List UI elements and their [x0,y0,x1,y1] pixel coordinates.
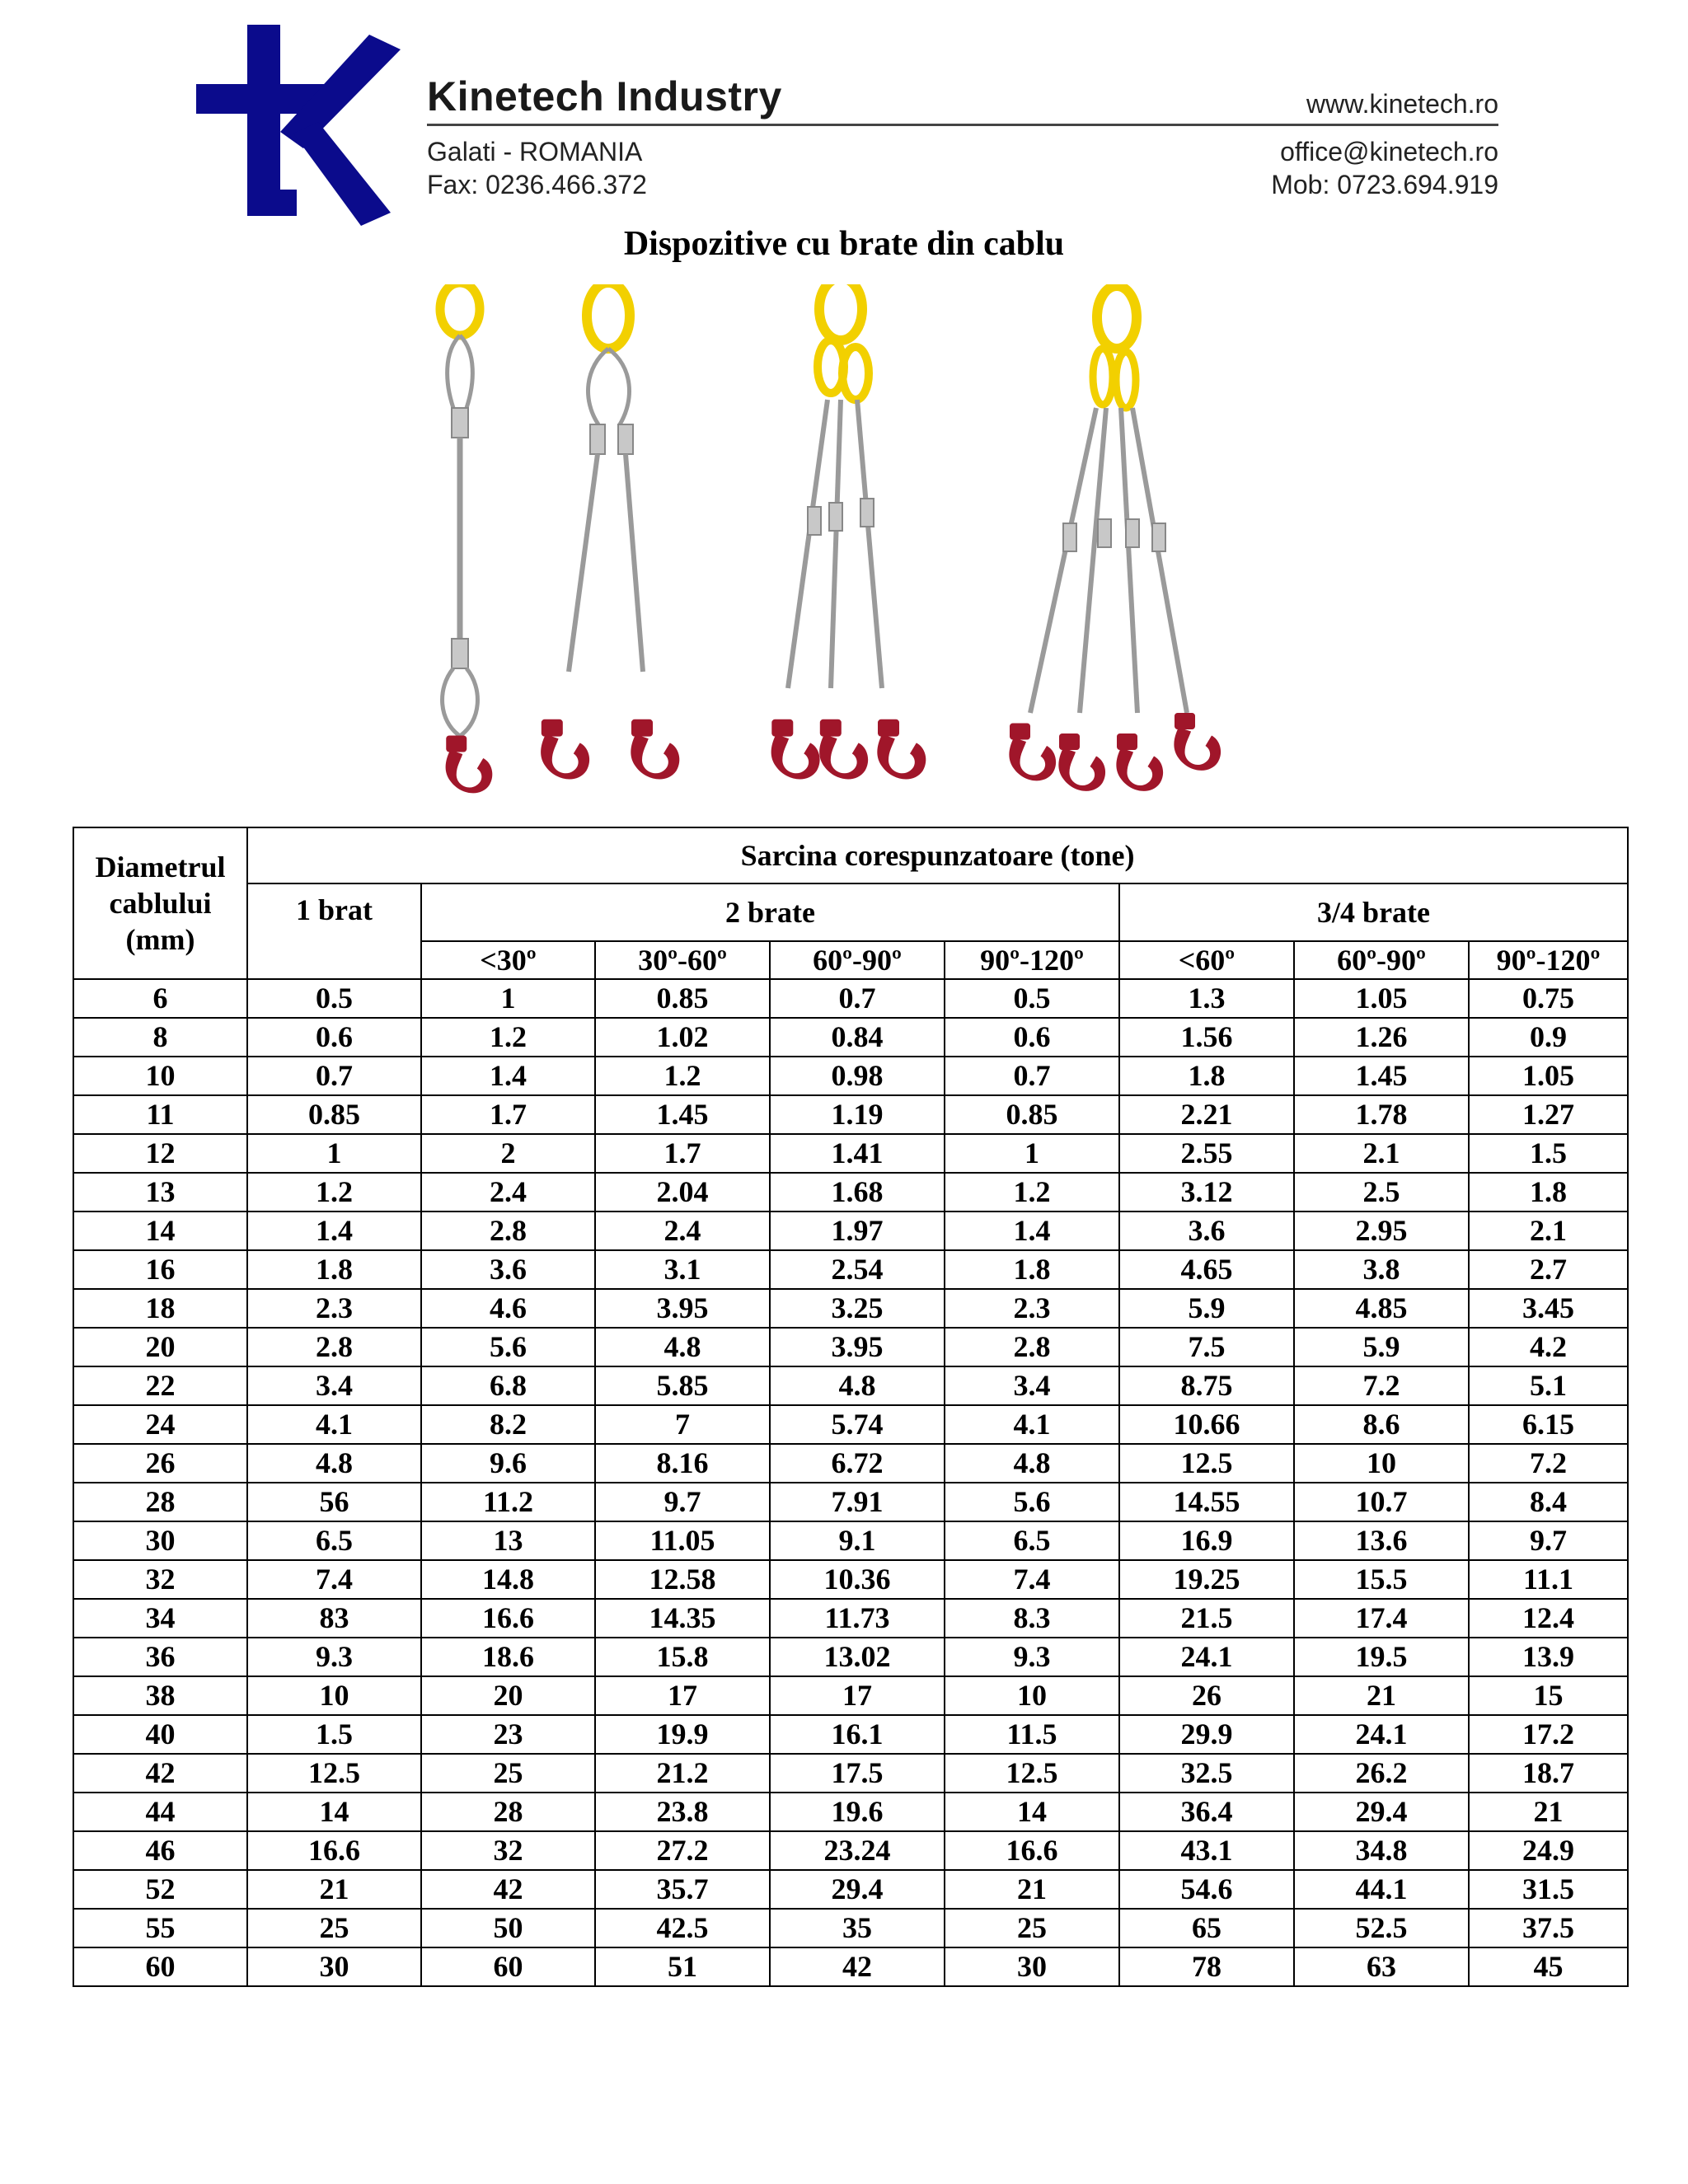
table-row [73,1289,1628,1328]
load-cell: 26.2 [1294,1754,1469,1793]
load-cell: 0.6 [247,1018,421,1057]
load-cell: 0.7 [247,1057,421,1095]
diameter-cell: 38 [73,1676,247,1715]
load-cell: 16.6 [945,1831,1119,1870]
load-cell: 51 [595,1947,770,1986]
load-cell: 1.8 [1119,1057,1294,1095]
load-cell: 9.7 [595,1483,770,1521]
load-cell: 50 [421,1909,595,1947]
load-cell: 1.8 [945,1250,1119,1289]
load-cell: 1.2 [247,1173,421,1212]
load-cell: 15.8 [595,1638,770,1676]
load-cell: 21 [1294,1676,1469,1715]
load-cell: 2.3 [945,1289,1119,1328]
load-cell: 1.41 [770,1134,945,1173]
header-angle: <30º [421,941,595,979]
letterhead [0,0,1688,247]
diameter-cell: 60 [73,1947,247,1986]
table-row [73,1057,1628,1095]
load-cell: 10.36 [770,1560,945,1599]
load-cell: 14 [945,1793,1119,1831]
load-cell: 16.1 [770,1715,945,1754]
load-cell: 17.4 [1294,1599,1469,1638]
load-cell: 21 [1469,1793,1628,1831]
sling-2-legs [541,284,679,779]
load-table [73,827,1629,1987]
load-cell: 24.9 [1469,1831,1628,1870]
load-cell: 15.5 [1294,1560,1469,1599]
load-cell: 2.8 [421,1212,595,1250]
load-cell: 35 [770,1909,945,1947]
load-cell: 17 [595,1676,770,1715]
load-cell: 9.1 [770,1521,945,1560]
diameter-cell: 18 [73,1289,247,1328]
load-cell: 45 [1469,1947,1628,1986]
load-cell: 4.8 [770,1366,945,1405]
load-cell: 65 [1119,1909,1294,1947]
load-cell: 21 [247,1870,421,1909]
company-mobile: Mob: 0723.694.919 [1271,170,1498,199]
load-cell: 4.1 [247,1405,421,1444]
load-cell: 18.6 [421,1638,595,1676]
header-angle: 60º-90º [1294,941,1469,979]
load-cell: 11.73 [770,1599,945,1638]
load-cell: 0.84 [770,1018,945,1057]
table-row [73,1173,1628,1212]
load-cell: 0.7 [770,979,945,1018]
load-cell: 3.4 [945,1366,1119,1405]
load-cell: 19.25 [1119,1560,1294,1599]
load-cell: 0.85 [247,1095,421,1134]
load-cell: 4.8 [595,1328,770,1366]
load-cell: 1.26 [1294,1018,1469,1057]
load-cell: 2.5 [1294,1173,1469,1212]
load-cell: 2.8 [247,1328,421,1366]
load-cell: 1.68 [770,1173,945,1212]
load-cell: 2.1 [1294,1134,1469,1173]
load-cell: 42 [770,1947,945,1986]
diameter-cell: 36 [73,1638,247,1676]
load-cell: 30 [247,1947,421,1986]
table-row [73,1444,1628,1483]
diameter-cell: 24 [73,1405,247,1444]
load-cell: 4.6 [421,1289,595,1328]
load-cell: 3.6 [1119,1212,1294,1250]
load-cell: 11.2 [421,1483,595,1521]
load-cell: 12.5 [247,1754,421,1793]
load-cell: 1.78 [1294,1095,1469,1134]
header-angle: 60º-90º [770,941,945,979]
diameter-cell: 26 [73,1444,247,1483]
load-cell: 3.1 [595,1250,770,1289]
load-cell: 9.6 [421,1444,595,1483]
diameter-cell: 12 [73,1134,247,1173]
load-cell: 7.91 [770,1483,945,1521]
load-cell: 19.5 [1294,1638,1469,1676]
sling-1-leg [440,284,492,793]
load-cell: 7 [595,1405,770,1444]
load-cell: 42.5 [595,1909,770,1947]
load-cell: 16.9 [1119,1521,1294,1560]
diameter-cell: 44 [73,1793,247,1831]
load-cell: 2.7 [1469,1250,1628,1289]
load-cell: 54.6 [1119,1870,1294,1909]
load-cell: 27.2 [595,1831,770,1870]
load-cell: 4.1 [945,1405,1119,1444]
table-row [73,1250,1628,1289]
table-row [73,1328,1628,1366]
load-cell: 16.6 [247,1831,421,1870]
load-cell: 1.2 [595,1057,770,1095]
company-name: Kinetech Industry [427,73,782,120]
load-cell: 8.4 [1469,1483,1628,1521]
load-cell: 13 [421,1521,595,1560]
load-cell: 32 [421,1831,595,1870]
load-cell: 1.05 [1294,979,1469,1018]
load-cell: 8.2 [421,1405,595,1444]
load-cell: 2.54 [770,1250,945,1289]
diameter-cell: 22 [73,1366,247,1405]
load-cell: 2.95 [1294,1212,1469,1250]
table-row [73,1134,1628,1173]
load-cell: 35.7 [595,1870,770,1909]
table-row [73,1638,1628,1676]
load-cell: 5.85 [595,1366,770,1405]
load-cell: 5.1 [1469,1366,1628,1405]
load-cell: 17 [770,1676,945,1715]
load-cell: 21 [945,1870,1119,1909]
load-cell: 25 [421,1754,595,1793]
sling-4-legs [1009,286,1221,791]
load-cell: 8.3 [945,1599,1119,1638]
load-cell: 42 [421,1870,595,1909]
diameter-cell: 10 [73,1057,247,1095]
diameter-cell: 6 [73,979,247,1018]
header-angle: 30º-60º [595,941,770,979]
table-row [73,1676,1628,1715]
load-cell: 0.75 [1469,979,1628,1018]
load-cell: 6.72 [770,1444,945,1483]
load-cell: 30 [945,1947,1119,1986]
load-cell: 5.9 [1294,1328,1469,1366]
load-cell: 11.5 [945,1715,1119,1754]
load-cell: 25 [247,1909,421,1947]
load-cell: 20 [421,1676,595,1715]
load-cell: 2.4 [421,1173,595,1212]
header-angle: 90º-120º [1469,941,1628,979]
load-cell: 8.16 [595,1444,770,1483]
load-cell: 3.6 [421,1250,595,1289]
load-cell: 18.7 [1469,1754,1628,1793]
table-row [73,1870,1628,1909]
diameter-cell: 28 [73,1483,247,1521]
diameter-cell: 55 [73,1909,247,1947]
load-cell: 17.5 [770,1754,945,1793]
load-cell: 21.2 [595,1754,770,1793]
load-cell: 83 [247,1599,421,1638]
load-cell: 16.6 [421,1599,595,1638]
load-cell: 2.3 [247,1289,421,1328]
load-cell: 2.8 [945,1328,1119,1366]
load-cell: 2.1 [1469,1212,1628,1250]
load-cell: 5.6 [945,1483,1119,1521]
load-cell: 0.9 [1469,1018,1628,1057]
load-cell: 1.19 [770,1095,945,1134]
load-cell: 13.6 [1294,1521,1469,1560]
table-row [73,1831,1628,1870]
load-cell: 15 [1469,1676,1628,1715]
load-cell: 56 [247,1483,421,1521]
table-row [73,1483,1628,1521]
load-cell: 8.6 [1294,1405,1469,1444]
diameter-cell: 14 [73,1212,247,1250]
load-cell: 13.02 [770,1638,945,1676]
load-cell: 5.6 [421,1328,595,1366]
load-cell: 4.2 [1469,1328,1628,1366]
load-cell: 23.8 [595,1793,770,1831]
load-cell: 26 [1119,1676,1294,1715]
load-cell: 4.65 [1119,1250,1294,1289]
load-cell: 1.02 [595,1018,770,1057]
load-cell: 1.4 [945,1212,1119,1250]
load-cell: 6.5 [945,1521,1119,1560]
load-cell: 0.5 [945,979,1119,1018]
load-cell: 0.85 [945,1095,1119,1134]
load-cell: 1.4 [421,1057,595,1095]
load-cell: 1.7 [421,1095,595,1134]
load-cell: 14.8 [421,1560,595,1599]
load-cell: 1.2 [421,1018,595,1057]
load-cell: 6.15 [1469,1405,1628,1444]
diameter-cell: 20 [73,1328,247,1366]
load-cell: 12.5 [945,1754,1119,1793]
table-row [73,979,1628,1018]
header-group-1: 1 brat [247,883,421,979]
load-cell: 29.9 [1119,1715,1294,1754]
load-cell: 29.4 [770,1870,945,1909]
load-cell: 78 [1119,1947,1294,1986]
table-row [73,1754,1628,1793]
table-row [73,1212,1628,1250]
load-cell: 3.12 [1119,1173,1294,1212]
header-angle: 90º-120º [945,941,1119,979]
diameter-cell: 52 [73,1870,247,1909]
load-cell: 2.4 [595,1212,770,1250]
load-cell: 0.6 [945,1018,1119,1057]
header-group-34: 3/4 brate [1119,883,1628,941]
load-cell: 6.5 [247,1521,421,1560]
kt-logo-icon [196,25,402,231]
sling-3-legs [771,284,926,779]
diameter-cell: 13 [73,1173,247,1212]
load-cell: 1.56 [1119,1018,1294,1057]
load-cell: 60 [421,1947,595,1986]
load-cell: 12.5 [1119,1444,1294,1483]
header-diameter: Diametrul cablului (mm) [73,827,247,979]
load-cell: 1.8 [247,1250,421,1289]
load-cell: 12.4 [1469,1599,1628,1638]
diameter-cell: 40 [73,1715,247,1754]
load-cell: 1.5 [1469,1134,1628,1173]
load-cell: 31.5 [1469,1870,1628,1909]
load-cell: 10 [1294,1444,1469,1483]
load-cell: 11.05 [595,1521,770,1560]
load-cell: 1.3 [1119,979,1294,1018]
load-cell: 10 [247,1676,421,1715]
load-cell: 10 [945,1676,1119,1715]
load-cell: 5.74 [770,1405,945,1444]
load-cell: 1 [247,1134,421,1173]
load-cell: 5.9 [1119,1289,1294,1328]
load-cell: 1.8 [1469,1173,1628,1212]
load-cell: 23.24 [770,1831,945,1870]
load-cell: 2.21 [1119,1095,1294,1134]
load-cell: 11.1 [1469,1560,1628,1599]
company-fax: Fax: 0236.466.372 [427,170,647,199]
table-row [73,1599,1628,1638]
load-cell: 3.95 [770,1328,945,1366]
load-cell: 1.05 [1469,1057,1628,1095]
table-row [73,1715,1628,1754]
load-cell: 0.5 [247,979,421,1018]
company-email: office@kinetech.ro [1280,137,1498,166]
load-cell: 23 [421,1715,595,1754]
load-cell: 1.27 [1469,1095,1628,1134]
load-cell: 43.1 [1119,1831,1294,1870]
company-city: Galati - ROMANIA [427,137,643,166]
load-cell: 1.45 [1294,1057,1469,1095]
load-table-body [73,979,1628,1986]
load-cell: 0.98 [770,1057,945,1095]
load-cell: 3.8 [1294,1250,1469,1289]
header-divider [427,124,1498,126]
load-cell: 13.9 [1469,1638,1628,1676]
load-cell: 2.04 [595,1173,770,1212]
load-cell: 6.8 [421,1366,595,1405]
load-cell: 3.4 [247,1366,421,1405]
company-website: www.kinetech.ro [1306,89,1498,119]
load-cell: 19.6 [770,1793,945,1831]
header-load: Sarcina corespunzatoare (tone) [247,827,1628,883]
load-cell: 29.4 [1294,1793,1469,1831]
wire-rope-slings-icon [396,284,1327,824]
table-row [73,1405,1628,1444]
load-cell: 1.2 [945,1173,1119,1212]
load-cell: 19.9 [595,1715,770,1754]
load-cell: 1 [421,979,595,1018]
load-cell: 10.7 [1294,1483,1469,1521]
load-cell: 7.2 [1469,1444,1628,1483]
load-cell: 4.85 [1294,1289,1469,1328]
diameter-cell: 46 [73,1831,247,1870]
load-cell: 8.75 [1119,1366,1294,1405]
page-title: Dispozitive cu brate din cablu [623,225,1065,263]
load-cell: 34.8 [1294,1831,1469,1870]
diameter-cell: 32 [73,1560,247,1599]
diameter-cell: 34 [73,1599,247,1638]
load-cell: 1 [945,1134,1119,1173]
load-cell: 28 [421,1793,595,1831]
load-cell: 12.58 [595,1560,770,1599]
load-cell: 14.55 [1119,1483,1294,1521]
load-cell: 21.5 [1119,1599,1294,1638]
load-cell: 7.4 [945,1560,1119,1599]
load-cell: 14.35 [595,1599,770,1638]
table-row [73,1018,1628,1057]
table-row [73,1521,1628,1560]
table-row [73,1947,1628,1986]
load-cell: 25 [945,1909,1119,1947]
header-angle: <60º [1119,941,1294,979]
load-cell: 14 [247,1793,421,1831]
diameter-cell: 30 [73,1521,247,1560]
load-cell: 3.25 [770,1289,945,1328]
load-cell: 9.7 [1469,1521,1628,1560]
load-cell: 9.3 [247,1638,421,1676]
load-cell: 1.5 [247,1715,421,1754]
load-cell: 0.7 [945,1057,1119,1095]
table-row [73,1560,1628,1599]
table-row [73,1793,1628,1831]
load-cell: 44.1 [1294,1870,1469,1909]
load-cell: 4.8 [945,1444,1119,1483]
load-cell: 9.3 [945,1638,1119,1676]
load-cell: 36.4 [1119,1793,1294,1831]
load-cell: 32.5 [1119,1754,1294,1793]
load-cell: 0.85 [595,979,770,1018]
load-cell: 7.5 [1119,1328,1294,1366]
load-cell: 10.66 [1119,1405,1294,1444]
load-cell: 7.4 [247,1560,421,1599]
load-cell: 24.1 [1294,1715,1469,1754]
load-cell: 7.2 [1294,1366,1469,1405]
load-cell: 24.1 [1119,1638,1294,1676]
load-cell: 2 [421,1134,595,1173]
load-cell: 52.5 [1294,1909,1469,1947]
diameter-cell: 11 [73,1095,247,1134]
load-cell: 1.7 [595,1134,770,1173]
load-cell: 4.8 [247,1444,421,1483]
diameter-cell: 16 [73,1250,247,1289]
load-cell: 1.4 [247,1212,421,1250]
header-group-2: 2 brate [421,883,1119,941]
load-cell: 3.95 [595,1289,770,1328]
table-row [73,1909,1628,1947]
load-cell: 1.45 [595,1095,770,1134]
diameter-cell: 8 [73,1018,247,1057]
table-row [73,1366,1628,1405]
load-cell: 63 [1294,1947,1469,1986]
load-cell: 37.5 [1469,1909,1628,1947]
load-cell: 17.2 [1469,1715,1628,1754]
load-cell: 2.55 [1119,1134,1294,1173]
table-row [73,1095,1628,1134]
load-cell: 3.45 [1469,1289,1628,1328]
load-cell: 1.97 [770,1212,945,1250]
diameter-cell: 42 [73,1754,247,1793]
